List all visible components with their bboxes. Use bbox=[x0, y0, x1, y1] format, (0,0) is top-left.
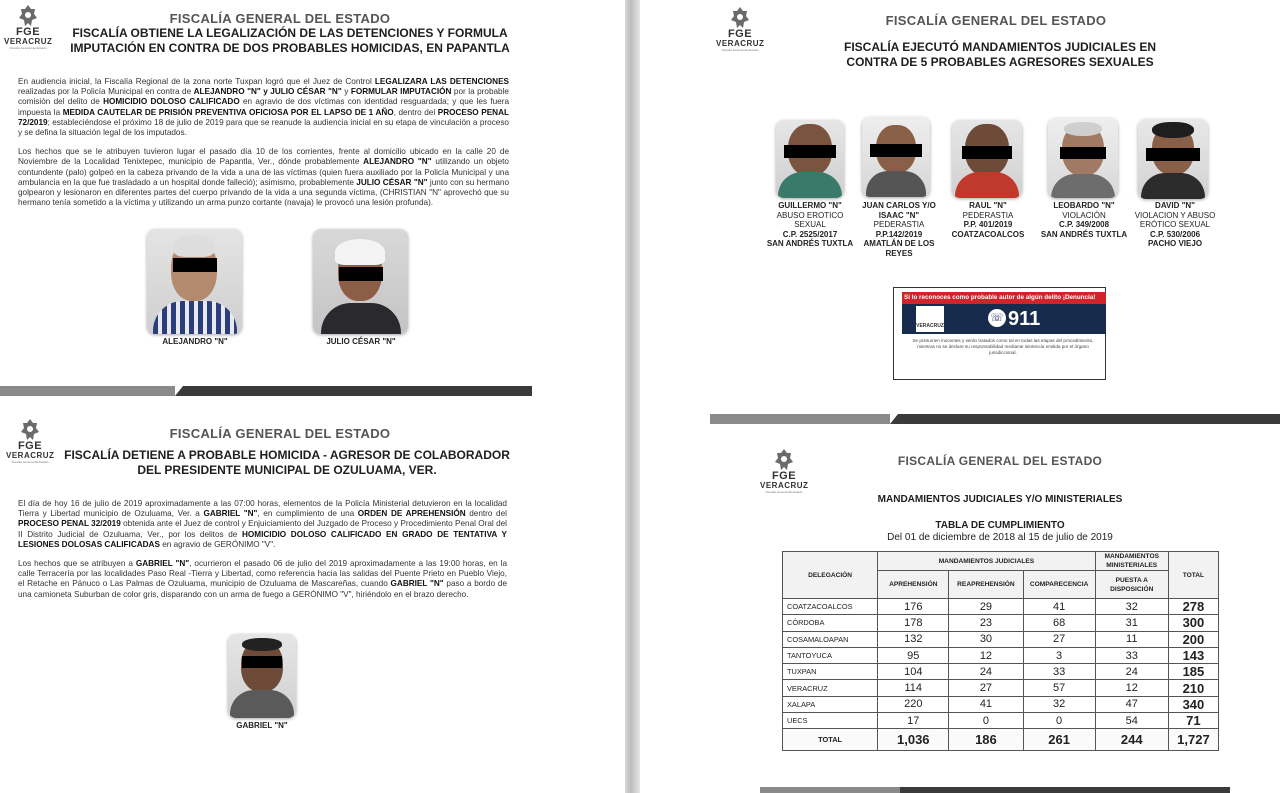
cell-delegacion: TUXPAN bbox=[783, 664, 878, 680]
cell-value: 54 bbox=[1095, 713, 1168, 729]
cell-value: 27 bbox=[1023, 631, 1095, 647]
article-body bbox=[18, 499, 507, 609]
suspect-photo-gabriel bbox=[228, 634, 296, 718]
bulletin-papantla bbox=[0, 0, 625, 398]
header-ministeriales: MANDAMIENTOS MINISTERIALES bbox=[1095, 552, 1168, 571]
cell-total: 200 bbox=[1168, 631, 1218, 647]
table-row bbox=[783, 599, 1219, 615]
phone-icon: ☏ bbox=[988, 309, 1006, 327]
suspect-photo-leobardo bbox=[1048, 118, 1118, 198]
cell-delegacion: TOTAL bbox=[783, 729, 878, 751]
tabla-cumplimiento-page bbox=[640, 432, 1280, 793]
caption-guillermo: GUILLERMO "N" ABUSO EROTICO SEXUAL C.P. 2525/2017 SAN ANDRÉS TUXTLA bbox=[766, 201, 854, 248]
crest-icon bbox=[17, 4, 39, 28]
logo-subtitle: Fiscalía General del Estado bbox=[721, 48, 759, 52]
cell-value: 17 bbox=[878, 713, 949, 729]
cell-value: 27 bbox=[949, 680, 1023, 696]
cell-value: 11 bbox=[1095, 631, 1168, 647]
logo-subtitle: Fiscalía General del Estado bbox=[765, 490, 803, 494]
org-name: FISCALÍA GENERAL DEL ESTADO bbox=[169, 11, 391, 26]
crest-icon bbox=[773, 448, 795, 472]
cell-value: 0 bbox=[949, 713, 1023, 729]
bulletin-agresores bbox=[640, 0, 1280, 428]
cell-value: 261 bbox=[1023, 729, 1095, 751]
cell-value: 12 bbox=[1095, 680, 1168, 696]
logo-initials: FGE bbox=[727, 28, 753, 40]
header-total: TOTAL bbox=[1168, 552, 1218, 599]
footer-stripe bbox=[0, 386, 532, 396]
cell-value: 33 bbox=[1095, 647, 1168, 663]
cell-value: 41 bbox=[949, 696, 1023, 712]
table-title: MANDAMIENTOS JUDICIALES Y/O MINISTERIALES bbox=[877, 494, 1123, 505]
cell-value: 186 bbox=[949, 729, 1023, 751]
cell-total: 210 bbox=[1168, 680, 1218, 696]
cell-delegacion: UECS bbox=[783, 713, 878, 729]
cell-total: 300 bbox=[1168, 615, 1218, 631]
cell-value: 24 bbox=[1095, 664, 1168, 680]
fge-logo bbox=[4, 4, 52, 50]
cell-value: 57 bbox=[1023, 680, 1095, 696]
article-body bbox=[18, 77, 509, 217]
logo-state: VERACRUZ bbox=[760, 481, 809, 490]
header-puesta-disposicion: PUESTA A DISPOSICIÓN bbox=[1095, 571, 1168, 599]
cell-total: 143 bbox=[1168, 647, 1218, 663]
cell-value: 33 bbox=[1023, 664, 1095, 680]
fge-logo bbox=[716, 6, 764, 52]
cell-total: 71 bbox=[1168, 713, 1218, 729]
headline: FISCALÍA EJECUTÓ MANDAMIENTOS JUDICIALES EN CONTRA DE 5 PROBABLES AGRESORES SEXUALES bbox=[843, 40, 1157, 69]
banner-fine-print: Se presumen inocentes y serán tratados como tal en todas las etapas del procedimiento, mientras no se declare su responsabilidad mediante sentencia emitida por el órgano jurisdiccional. bbox=[912, 338, 1094, 355]
cell-delegacion: XALAPA bbox=[783, 696, 878, 712]
paragraph-2: Los hechos que se le atribuyen tuvieron lugar el pasado día 10 de los corrientes, frente al domicilio ubicado en la calle 20 de Noviembre de la Localidad Tenixtepec, municipio de Papantla, Ver., dónde probablemente ALEJANDRO "N" utilizando un objeto contundente (palo) golpeó en la cabeza privando de la vida a una de las víctimas (quien fuera auxiliado por la Policía Municipal y una ambulancia en la que fue trasladado a un hospital donde falleció); asimismo, probablemente JULIO CÉSAR "N" junto con su hermano golpearon y lesionaron en diferentes partes del cuerpo privando de la vida a una segunda víctima, (CHRISTIAN "N" aprovechó que su hermano tenía sometido a la víctima y utilizando un arma punzo cortante (navaja) le provocó una lesión profunda). bbox=[18, 147, 510, 208]
cell-value: 47 bbox=[1095, 696, 1168, 712]
emergency-number[interactable]: 911 bbox=[1008, 308, 1041, 330]
caption-david: DAVID "N" VIOLACION Y ABUSO ERÓTICO SEXUAL C.P. 530/2006 PACHO VIEJO bbox=[1134, 201, 1216, 248]
suspect-photo-alejandro bbox=[147, 229, 242, 334]
bulletin-ozuluama bbox=[0, 402, 625, 793]
cell-total: 1,727 bbox=[1168, 729, 1218, 751]
banner-logo: VERACRUZ bbox=[916, 306, 944, 332]
cell-value: 29 bbox=[949, 599, 1023, 615]
cell-value: 178 bbox=[878, 615, 949, 631]
table-row bbox=[783, 615, 1219, 631]
table-row bbox=[783, 713, 1219, 729]
footer-stripe bbox=[760, 787, 1230, 793]
headline: FISCALÍA OBTIENE LA LEGALIZACIÓN DE LAS DETENCIONES Y FORMULA IMPUTACIÓN EN CONTRA DE DOS PROBABLES HOMICIDAS, EN PAPANTLA bbox=[70, 26, 510, 55]
cell-value: 104 bbox=[878, 664, 949, 680]
cell-value: 30 bbox=[949, 631, 1023, 647]
caption-raul: RAUL "N" PEDERASTIA P.P. 401/2019 COATZACOALCOS bbox=[951, 201, 1025, 239]
cell-value: 24 bbox=[949, 664, 1023, 680]
header-judiciales: MANDAMIENTOS JUDICIALES bbox=[878, 552, 1095, 571]
table-row bbox=[783, 680, 1219, 696]
cell-value: 32 bbox=[1023, 696, 1095, 712]
cell-value: 1,036 bbox=[878, 729, 949, 751]
denuncia-banner bbox=[893, 287, 1106, 380]
logo-initials: FGE bbox=[15, 26, 41, 38]
suspect-photo-juan-carlos bbox=[862, 117, 930, 197]
headline: FISCALÍA DETIENE A PROBABLE HOMICIDA - AGRESOR DE COLABORADOR DEL PRESIDENTE MUNICIPAL DE OZULUAMA, VER. bbox=[64, 448, 510, 477]
cell-value: 132 bbox=[878, 631, 949, 647]
page-divider bbox=[625, 0, 640, 793]
table-row bbox=[783, 664, 1219, 680]
cell-value: 220 bbox=[878, 696, 949, 712]
paragraph-2: Los hechos que se atribuyen a GABRIEL "N", ocurrieron el pasado 06 de julio del 2019 aproximadamente a las 19:00 horas, en la calle Terracería por las localidades Paso Real -Tierra y Libertad, como referencia hacia las salidas del Puente Prieto en Pueblo Viejo, el Retache en Pánuco o Las Palmas de Ozuluama, municipio de Ozuluama de Mascareñas, cuando GABRIEL "N" paso a bordo de una camioneta Suburban de color gris, disparando con un arma de fuego a GERÓNIMO "V", hiriéndolo en el brazo derecho. bbox=[18, 559, 508, 599]
cell-delegacion: VERACRUZ bbox=[783, 680, 878, 696]
cell-value: 95 bbox=[878, 647, 949, 663]
caption-julio-cesar: JULIO CÉSAR "N" bbox=[326, 337, 396, 346]
footer-stripe bbox=[710, 414, 1280, 424]
cell-delegacion: COSAMALOAPAN bbox=[783, 631, 878, 647]
cell-value: 32 bbox=[1095, 599, 1168, 615]
logo-initials: FGE bbox=[771, 470, 797, 482]
compliance-table bbox=[782, 551, 1219, 751]
cell-delegacion: TANTOYUCA bbox=[783, 647, 878, 663]
cell-value: 114 bbox=[878, 680, 949, 696]
logo-subtitle: Fiscalía General del Estado bbox=[11, 460, 49, 464]
logo-state: VERACRUZ bbox=[6, 451, 55, 460]
org-name: FISCALÍA GENERAL DEL ESTADO bbox=[897, 454, 1103, 468]
header-delegacion: DELEGACIÓN bbox=[783, 552, 878, 599]
table-row bbox=[783, 631, 1219, 647]
date-range: Del 01 de diciembre de 2018 al 15 de julio de 2019 bbox=[887, 532, 1113, 543]
fge-logo bbox=[6, 418, 54, 464]
table-total-row bbox=[783, 729, 1219, 751]
banner-hotline bbox=[902, 304, 1106, 334]
cell-delegacion: CÓRDOBA bbox=[783, 615, 878, 631]
header-reaprehension: REAPREHENSIÓN bbox=[949, 571, 1023, 599]
cell-value: 176 bbox=[878, 599, 949, 615]
banner-heading: Si lo reconoces como probable autor de algún delito ¡Denuncia! bbox=[902, 292, 1106, 304]
cell-value: 0 bbox=[1023, 713, 1095, 729]
caption-leobardo: LEOBARDO "N" VIOLACIÓN C.P. 349/2008 SAN ANDRÉS TUXTLA bbox=[1040, 201, 1128, 239]
cell-total: 278 bbox=[1168, 599, 1218, 615]
logo-subtitle: Fiscalía General del Estado bbox=[9, 46, 47, 50]
logo-initials: FGE bbox=[17, 440, 43, 452]
cell-value: 12 bbox=[949, 647, 1023, 663]
suspect-photo-david bbox=[1138, 119, 1208, 199]
caption-gabriel: GABRIEL "N" bbox=[236, 721, 288, 730]
crest-icon bbox=[729, 6, 751, 30]
cell-value: 31 bbox=[1095, 615, 1168, 631]
caption-alejandro: ALEJANDRO "N" bbox=[162, 337, 228, 346]
logo-state: VERACRUZ bbox=[716, 39, 765, 48]
header-comparecencia: COMPARECENCIA bbox=[1023, 571, 1095, 599]
caption-juan-carlos: JUAN CARLOS Y/O ISAAC "N" PEDERASTIA P.P.142/2019 AMATLÁN DE LOS REYES bbox=[862, 201, 936, 258]
cell-total: 185 bbox=[1168, 664, 1218, 680]
suspect-photo-guillermo bbox=[776, 120, 844, 198]
table-row bbox=[783, 696, 1219, 712]
cell-value: 68 bbox=[1023, 615, 1095, 631]
paragraph-1: En audiencia inicial, la Fiscalía Regional de la zona norte Tuxpan logró que el Juez de Control LEGALIZARA LAS DETENCIONES realizadas por la Policía Municipal en contra de ALEJANDRO "N" y JULIO CÉSAR "N" y FORMULAR IMPUTACIÓN por la probable comisión del delito de HOMICIDIO DOLOSO CALIFICADO en agravio de dos víctimas con identidad resguardada; y que les fuera impuesta la MEDIDA CAUTELAR DE PRISIÓN PREVENTIVA OFICIOSA POR EL LAPSO DE 1 AÑO, dentro del PROCESO PENAL 72/2019; estableciéndose el próximo 18 de julio de 2019 para que se reanude la audiencia inicial en su etapa de vinculación a proceso y se defina la situación legal de los imputados. bbox=[18, 77, 509, 138]
suspect-photo-raul bbox=[952, 120, 1022, 198]
fge-logo bbox=[760, 448, 808, 494]
cell-delegacion: COATZACOALCOS bbox=[783, 599, 878, 615]
cell-value: 41 bbox=[1023, 599, 1095, 615]
header-aprehension: APREHENSIÓN bbox=[878, 571, 949, 599]
cell-value: 3 bbox=[1023, 647, 1095, 663]
org-name: FISCALÍA GENERAL DEL ESTADO bbox=[169, 426, 391, 441]
paragraph-1: El día de hoy 16 de julio de 2019 aproximadamente a las 07:00 horas, elementos de la Policía Ministerial detuvieron en la localidad Tierra y Libertad municipio de Ozuluama, Ver. a GABRIEL "N", en cumplimiento de una ORDEN DE APREHENSIÓN dentro del PROCESO PENAL 32/2019 obtenida ante el Juez de control y Enjuiciamiento del Juzgado de Proceso y Procedimiento Penal Oral del II Distrito Judicial de Ozuluama, Ver., por los delitos de HOMICIDIO DOLOSO CALIFICADO EN GRADO DE TENTATIVA Y LESIONES DOLOSAS CALIFICADAS en agravio de GERÓNIMO "V". bbox=[18, 499, 508, 549]
crest-icon bbox=[19, 418, 41, 442]
suspect-photo-julio-cesar bbox=[313, 229, 408, 334]
logo-state: VERACRUZ bbox=[4, 37, 53, 46]
cell-total: 340 bbox=[1168, 696, 1218, 712]
table-subtitle: TABLA DE CUMPLIMIENTO bbox=[935, 520, 1065, 531]
cell-value: 244 bbox=[1095, 729, 1168, 751]
table-row bbox=[783, 647, 1219, 663]
cell-value: 23 bbox=[949, 615, 1023, 631]
org-name: FISCALÍA GENERAL DEL ESTADO bbox=[885, 13, 1107, 28]
